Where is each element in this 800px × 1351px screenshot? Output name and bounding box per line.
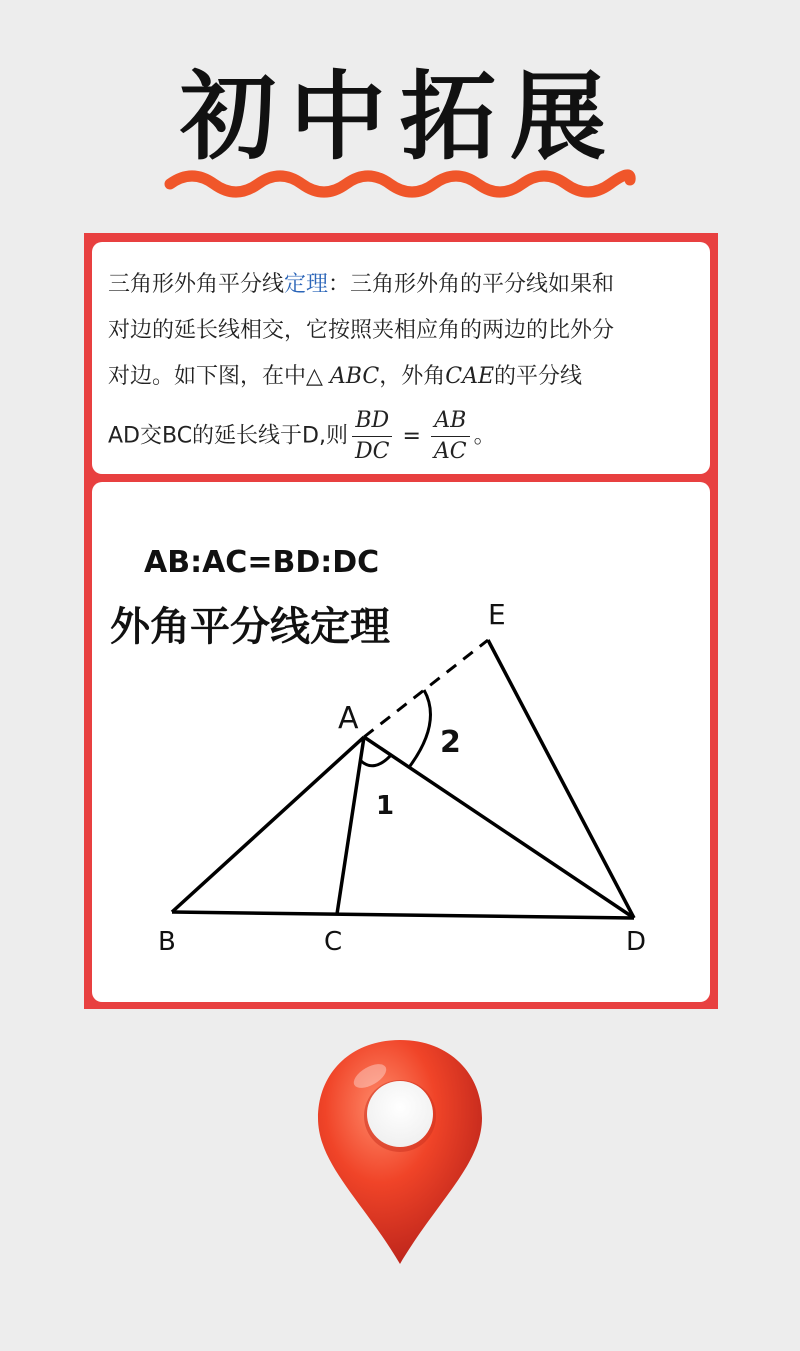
theorem-text: 的平分线	[494, 364, 583, 389]
fraction-denominator: DC	[355, 439, 390, 464]
fraction-numerator: AB	[431, 406, 470, 437]
location-pin-icon	[312, 1032, 488, 1272]
figure-title: 外角平分线定理	[110, 604, 390, 650]
label-d: D	[626, 927, 647, 957]
theorem-line-2: 对边的延长线相交，它按照夹相应角的两边的比外分	[108, 318, 615, 343]
math-cae: CAE	[445, 364, 495, 389]
fraction-ab-ac	[431, 406, 470, 467]
angle-arc-1	[360, 754, 392, 766]
theorem-text: 三角形外角平分线	[108, 272, 285, 297]
segment-ad	[364, 737, 634, 918]
segment-bd	[172, 912, 634, 918]
label-b: B	[158, 927, 176, 957]
fraction-denominator: AC	[433, 439, 467, 464]
theorem-line-1	[108, 262, 696, 308]
geometry-figure	[92, 482, 710, 1002]
segment-ab	[172, 737, 364, 912]
extension-ae	[364, 640, 488, 737]
label-angle-2: 2	[440, 725, 461, 760]
ratio-text: AB:AC=BD:DC	[144, 545, 380, 580]
label-e: E	[488, 598, 506, 631]
theorem-text: 对边。如下图，在中△	[108, 364, 323, 389]
math-abc: ABC	[329, 364, 380, 389]
figure-card	[92, 482, 710, 1002]
fraction-bd-dc	[352, 406, 392, 467]
segment-ac	[337, 737, 364, 914]
theorem-card	[92, 242, 710, 474]
theorem-text: AD交BC的延长线于D,则	[108, 423, 348, 449]
label-a: A	[338, 701, 359, 736]
angle-arc-2	[410, 690, 430, 766]
theorem-text: ，外角	[379, 364, 446, 389]
page-title: 初中拓展	[180, 61, 620, 173]
wave-underline	[160, 162, 640, 202]
fraction-numerator: BD	[352, 406, 392, 437]
segment-ed	[488, 640, 634, 918]
label-c: C	[324, 927, 343, 957]
theorem-line-4	[108, 406, 696, 467]
theorem-text: ：三角形外角的平分线如果和	[328, 272, 615, 297]
equals-sign: =	[402, 423, 421, 449]
theorem-link[interactable]: 定理	[284, 272, 329, 297]
label-angle-1: 1	[376, 791, 395, 821]
theorem-line-3	[108, 354, 696, 400]
theorem-text: 。	[473, 423, 496, 449]
